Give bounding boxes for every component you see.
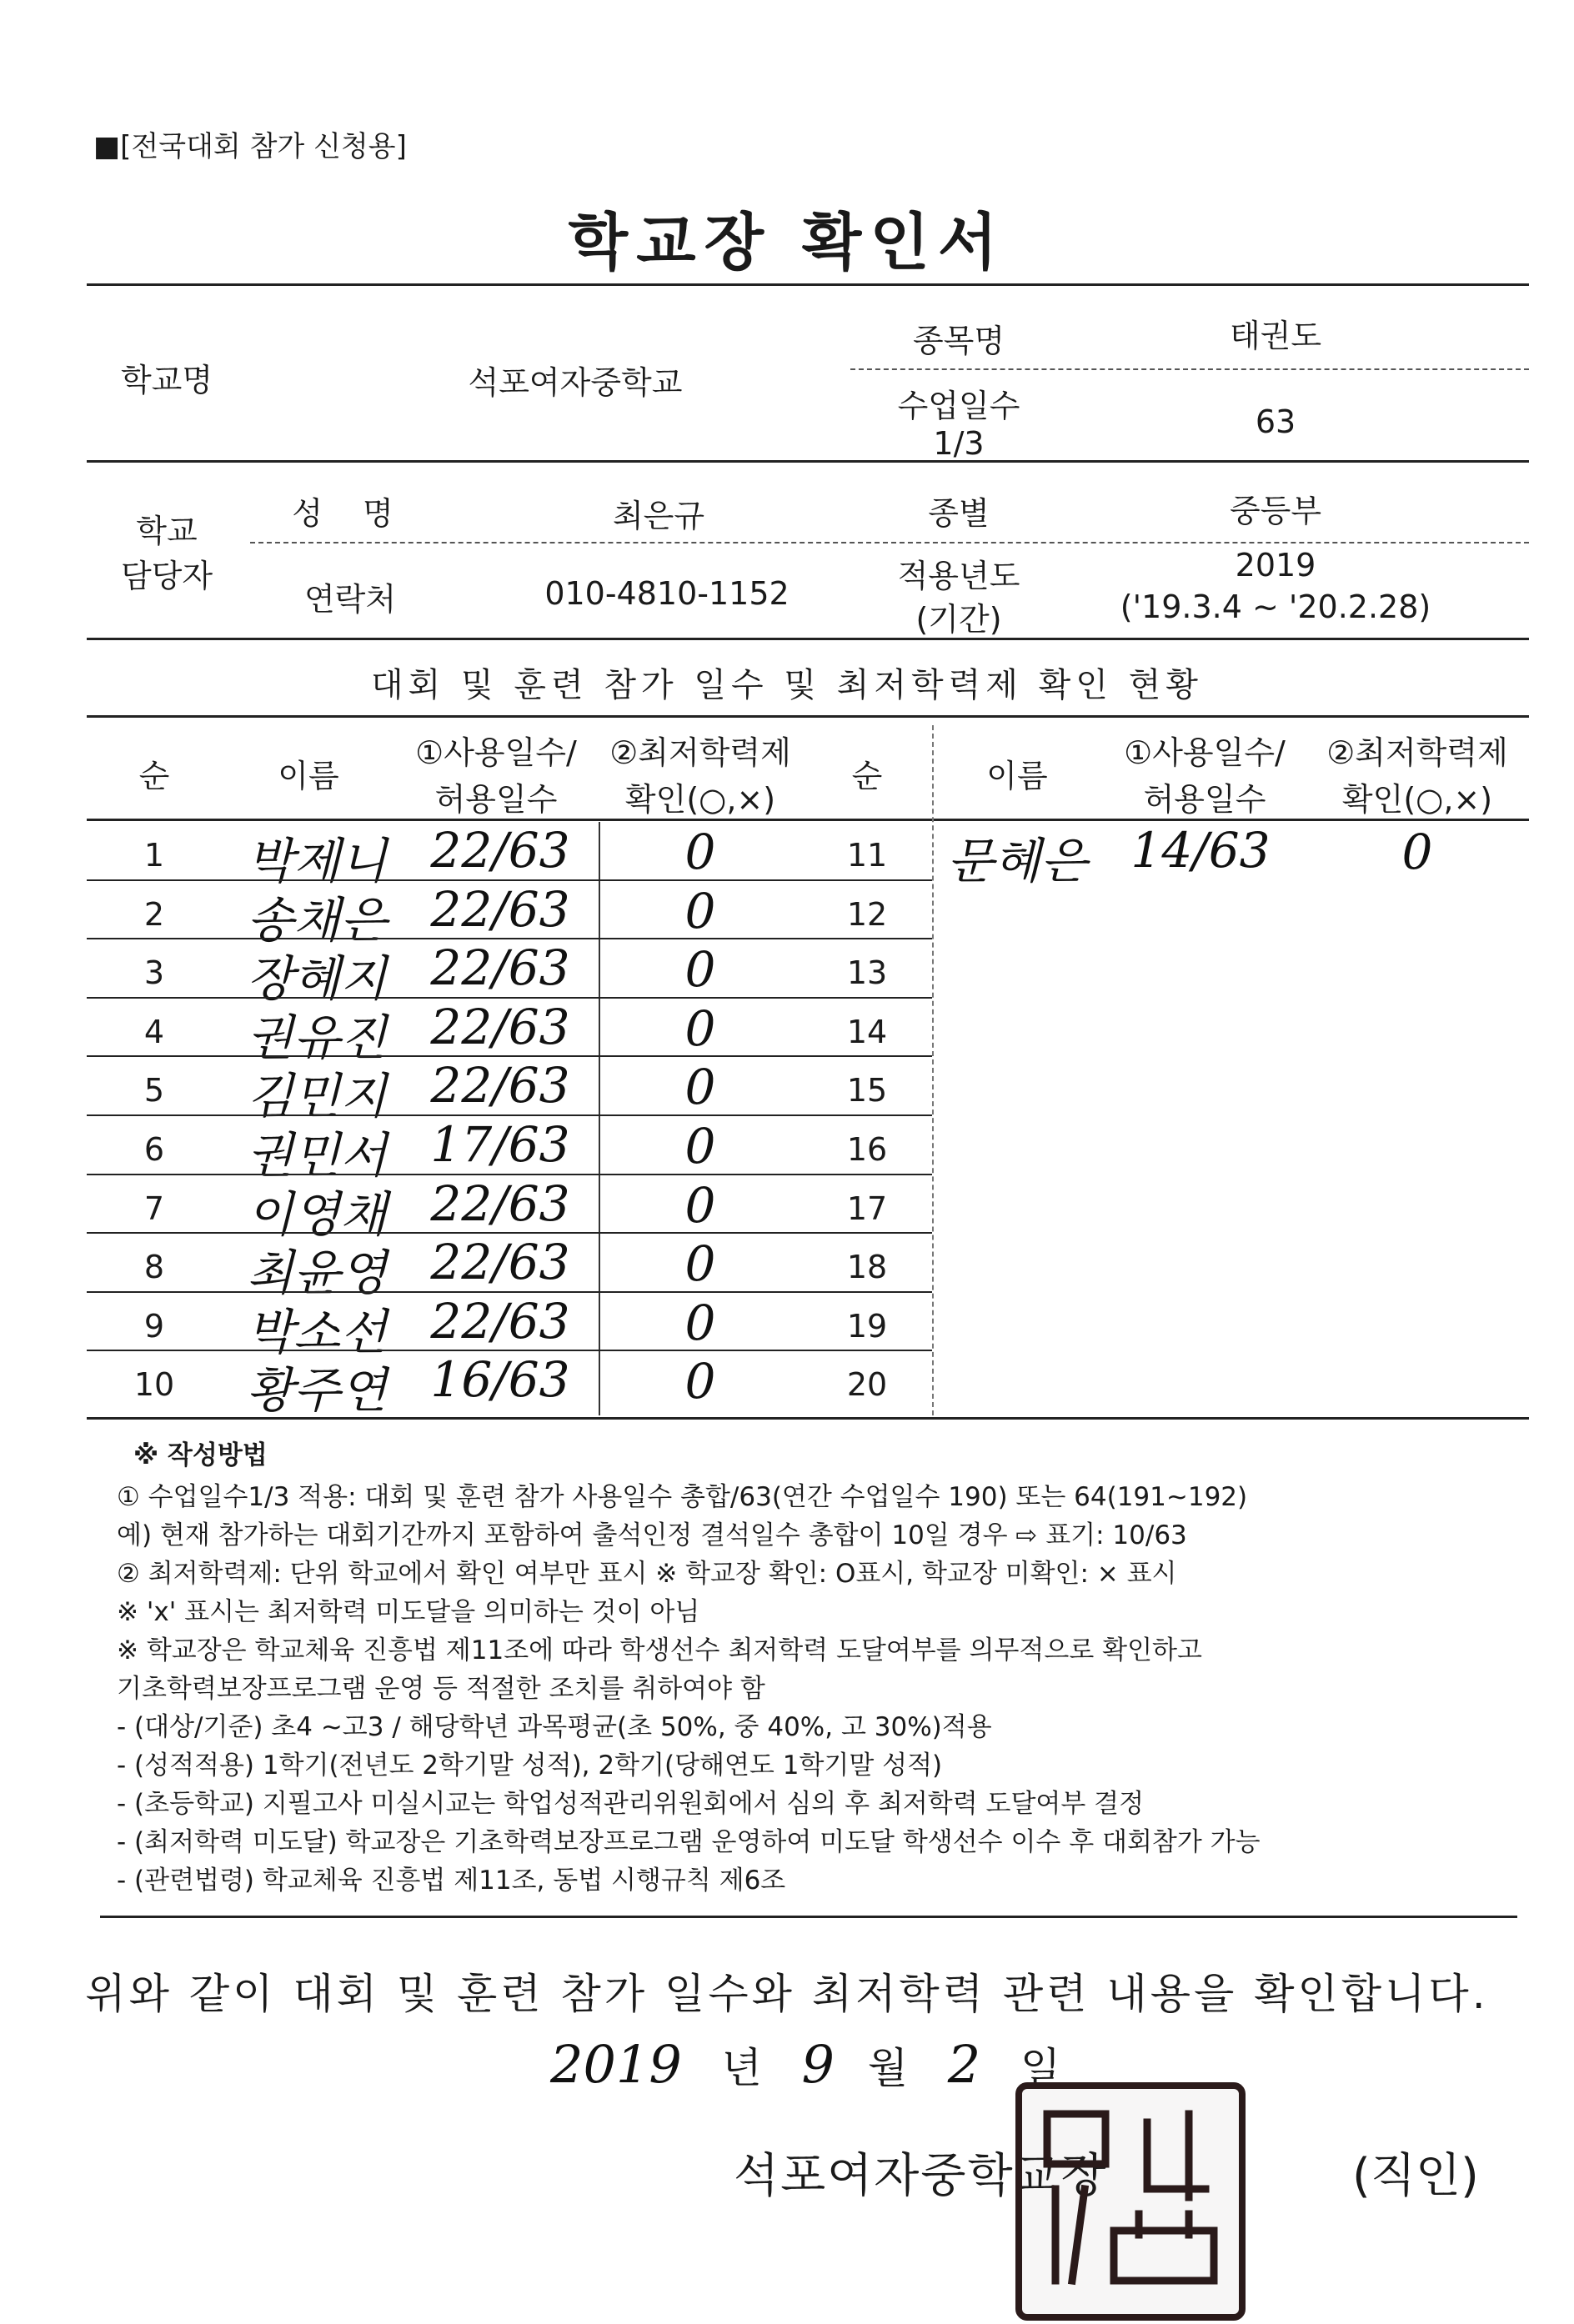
col-days-left-2: 허용일수 [434, 781, 558, 818]
col-name-left: 이름 [278, 758, 339, 794]
note-line: ※ 학교장은 학교체육 진흥법 제11조에 따라 학생선수 최저학력 도달여부를 의무적으로 확인하고 [117, 1635, 1202, 1665]
event-value: 태권도 [1229, 318, 1322, 354]
date-month-unit: 월 [867, 2044, 909, 2092]
row-name-handwritten: 권민서 [246, 1127, 388, 1184]
row-check-mark: 0 [684, 1118, 716, 1175]
form-tag: ■[전국대회 참가 신청용] [93, 130, 407, 163]
row-days-handwritten: 22/63 [430, 999, 570, 1055]
table-header-rule [87, 819, 1529, 821]
note-line: ② 최저학력제: 단위 학교에서 확인 여부만 표시 ※ 학교장 확인: O표시, 학교장 미확인: × 표시 [117, 1559, 1177, 1589]
row-name-handwritten: 김민지 [246, 1068, 388, 1124]
date-month: 9 [801, 2034, 835, 2095]
row-check-mark: 0 [684, 941, 716, 998]
row-check-mark: 0 [684, 1353, 716, 1410]
manager-label-1: 학교 [136, 513, 198, 549]
row-days-handwritten: 14/63 [1130, 822, 1271, 879]
row-days-handwritten: 22/63 [430, 881, 570, 938]
row-check-mark: 0 [684, 1235, 716, 1292]
row-days-handwritten: 17/63 [430, 1116, 570, 1173]
row-seq: 7 [143, 1190, 165, 1227]
col-seq-left: 순 [138, 758, 170, 794]
note-line: ※ 'x' 표시는 최저학력 미도달을 의미하는 것이 아님 [117, 1597, 700, 1627]
note-line: - (성적적용) 1학기(전년도 2학기말 성적), 2학기(당해연도 1학기말 성적) [117, 1751, 943, 1781]
note-line: - (대상/기준) 초4 ~고3 / 해당학년 과목평균(초 50%, 중 40%, 고 30%)적용 [117, 1712, 992, 1742]
row-name-handwritten: 권유진 [246, 1009, 388, 1066]
note-line: - (초등학교) 지필고사 미실시교는 학업성적관리위원회에서 심의 후 최저학력 도달여부 결정 [117, 1789, 1145, 1819]
date-line [550, 2034, 1060, 2095]
row-seq: 10 [133, 1366, 175, 1403]
note-line: 예) 현재 참가하는 대회기간까지 포함하여 출석인정 결석일수 총합이 10일 경우 ⇨ 표기: 10/63 [117, 1520, 1187, 1550]
row-days-handwritten: 22/63 [430, 1175, 570, 1232]
row-seq: 13 [846, 954, 888, 991]
row-seq: 3 [143, 954, 165, 991]
year-value: 2019 [1235, 547, 1316, 584]
principal-name: 석포여자중학교장 [734, 2149, 1108, 2203]
year-label-1: 적용년도 [897, 558, 1020, 594]
col-days-left-1: ①사용일수/ [415, 734, 577, 771]
col-name-right: 이름 [986, 758, 1048, 794]
year-period: ('19.3.4 ~ '20.2.28) [1120, 589, 1431, 625]
event-label: 종목명 [912, 323, 1005, 359]
row-name-handwritten: 송채은 [246, 892, 388, 949]
notes-bottom-rule [100, 1916, 1517, 1918]
contact-label: 연락처 [303, 581, 397, 618]
row-seq: 2 [143, 896, 165, 933]
category-label: 종별 [928, 495, 990, 532]
year-label-2: (기간) [915, 601, 1002, 638]
row-check-mark: 0 [684, 1295, 716, 1351]
row-seq: 5 [143, 1072, 165, 1109]
class-days-label: 수업일수 [897, 388, 1020, 424]
col-check-right-2: 확인(○,×) [1341, 781, 1493, 818]
category-value: 중등부 [1229, 493, 1322, 529]
note-line: 기초학력보장프로그램 운영 등 적절한 조치를 취하여야 함 [117, 1674, 765, 1704]
row-name-handwritten: 황주연 [246, 1362, 388, 1419]
col-check-right-1: ②최저학력제 [1326, 734, 1508, 771]
row-seq: 4 [143, 1014, 165, 1050]
row-seq: 11 [846, 837, 888, 874]
class-days-fraction: 1/3 [933, 425, 985, 462]
row-seq: 20 [846, 1366, 888, 1403]
row-seq: 19 [846, 1308, 888, 1345]
row-days-handwritten: 22/63 [430, 1293, 570, 1350]
info-bottom-rule [87, 638, 1529, 640]
row-seq: 14 [846, 1014, 888, 1050]
row-name-handwritten: 박제니 [246, 833, 388, 889]
row-check-mark: 0 [684, 1177, 716, 1234]
manager-divider [250, 542, 1529, 543]
col-days-right-1: ①사용일수/ [1124, 734, 1286, 771]
table-top-rule [87, 715, 1529, 718]
school-name-label: 학교명 [120, 362, 213, 398]
date-year: 2019 [550, 2034, 682, 2095]
row-days-handwritten: 22/63 [430, 939, 570, 996]
seal-label: (직인) [1352, 2149, 1479, 2203]
seal-glyph-icon [1022, 2089, 1239, 2314]
row-seq: 15 [846, 1072, 888, 1109]
class-days-value: 63 [1255, 403, 1296, 440]
row-check-mark: 0 [684, 883, 716, 939]
contact-value: 010-4810-1152 [544, 575, 790, 612]
name-value: 최은규 [612, 498, 705, 534]
note-line: - (관련법령) 학교체육 진흥법 제11조, 동법 시행규칙 제6조 [117, 1866, 786, 1896]
row-seq: 1 [143, 837, 165, 874]
row-days-handwritten: 22/63 [430, 822, 570, 879]
info-divider [850, 368, 1529, 370]
date-day: 2 [947, 2034, 981, 2095]
declaration-text: 위와 같이 대회 및 훈련 참가 일수와 최저학력 관련 내용을 확인합니다. [85, 1970, 1489, 2018]
notes-heading: ※ 작성방법 [133, 1440, 268, 1470]
row-days-handwritten: 22/63 [430, 1234, 570, 1290]
row-check-mark: 0 [1401, 824, 1433, 880]
col-seq-right: 순 [851, 758, 883, 794]
row-check-mark: 0 [684, 824, 716, 880]
note-line: ① 수업일수1/3 적용: 대회 및 훈련 참가 사용일수 총합/63(연간 수업일수 190) 또는 64(191~192) [117, 1482, 1248, 1512]
row-name-handwritten: 장혜지 [246, 950, 388, 1007]
row-seq: 17 [846, 1190, 888, 1227]
row-seq: 8 [143, 1249, 165, 1285]
row-name-handwritten: 문혜은 [946, 833, 1088, 889]
row-seq: 6 [143, 1131, 165, 1168]
row-name-handwritten: 최윤영 [246, 1245, 388, 1301]
row-seq: 12 [846, 896, 888, 933]
row-name-handwritten: 이영채 [246, 1186, 388, 1243]
manager-label-2: 담당자 [120, 558, 213, 594]
info-top-rule [87, 283, 1529, 286]
row-seq: 9 [143, 1308, 165, 1345]
row-days-handwritten: 22/63 [430, 1057, 570, 1114]
row-seq: 16 [846, 1131, 888, 1168]
col-check-left-1: ②최저학력제 [609, 734, 791, 771]
note-line: - (최저학력 미도달) 학교장은 기초학력보장프로그램 운영하여 미도달 학생선수 이수 후 대회참가 가능 [117, 1827, 1261, 1857]
section-title: 대회 및 훈련 참가 일수 및 최저학력제 확인 현황 [371, 666, 1203, 704]
col-check-left-2: 확인(○,×) [624, 781, 776, 818]
date-year-unit: 년 [721, 2044, 762, 2092]
info-mid-rule [87, 460, 1529, 463]
row-name-handwritten: 박소선 [246, 1304, 388, 1360]
row-days-handwritten: 16/63 [430, 1351, 570, 1408]
table-bottom-rule [87, 1417, 1529, 1420]
col-days-right-2: 허용일수 [1143, 781, 1266, 818]
date-day-unit: 일 [1020, 2044, 1061, 2092]
official-seal [1015, 2082, 1246, 2321]
page-title: 학교장 확인서 [568, 207, 1006, 278]
name-label: 성 명 [292, 495, 409, 532]
row-seq: 18 [846, 1249, 888, 1285]
row-check-mark: 0 [684, 1059, 716, 1115]
school-name-value: 석포여자중학교 [468, 364, 683, 401]
row-check-mark: 0 [684, 1000, 716, 1057]
